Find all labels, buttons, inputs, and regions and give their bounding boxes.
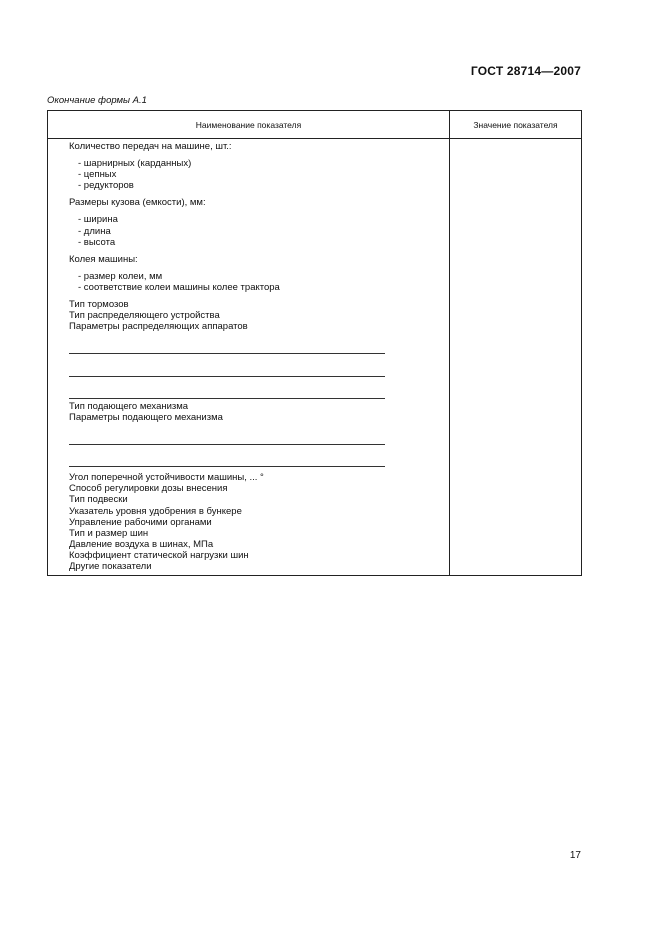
form-caption: Окончание формы А.1 [47,95,147,106]
row-track-size: - размер колеи, мм [78,270,163,282]
row-distributor-params: Параметры распределяющих аппаратов [69,321,248,333]
row-level-indicator: Указатель уровня удобрения в бункере [69,505,242,517]
row-width: - ширина [78,214,118,226]
row-body-size: Размеры кузова (емкости), мм: [69,197,206,209]
row-tire-load: Коэффициент статической нагрузки шин [69,549,249,561]
row-chain: - цепных [78,169,117,181]
row-track-match: - соответствие колеи машины колее трактора [78,281,280,293]
column-divider [449,111,450,575]
blank-line [69,368,385,379]
row-feeder-params: Параметры подающего механизма [69,411,223,423]
row-dose-adjustment: Способ регулировки дозы внесения [69,483,228,495]
row-track: Колея машины: [69,253,138,265]
row-length: - длина [78,225,111,237]
row-tires: Тип и размер шин [69,527,149,539]
row-stability-angle: Угол поперечной устойчивости машины, ... ° [69,472,264,484]
blank-line [69,436,385,447]
row-brakes: Тип тормозов [69,299,129,311]
indicator-table [47,110,582,576]
blank-line [69,390,385,401]
row-transmissions: Количество передач на машине, шт.: [69,141,232,152]
row-cardan: - шарнирных (карданных) [78,158,192,170]
row-other: Другие показатели [69,561,152,572]
blank-line [69,458,385,469]
page-number: 17 [569,850,581,861]
header-divider [48,138,581,139]
row-tire-pressure: Давление воздуха в шинах, МПа [69,538,214,550]
document-code: ГОСТ 28714—2007 [470,64,581,78]
row-controls: Управление рабочими органами [69,516,212,528]
row-height: - высота [78,236,116,248]
column-header-value: Значение показателя [473,120,558,130]
row-suspension: Тип подвески [69,494,128,506]
column-header-name: Наименование показателя [195,120,302,130]
row-gearbox: - редукторов [78,180,134,192]
indicator-list [69,141,439,572]
row-distributor-type: Тип распределяющего устройства [69,310,220,322]
blank-line [69,345,385,356]
row-feeder-type: Тип подающего механизма [69,400,189,412]
